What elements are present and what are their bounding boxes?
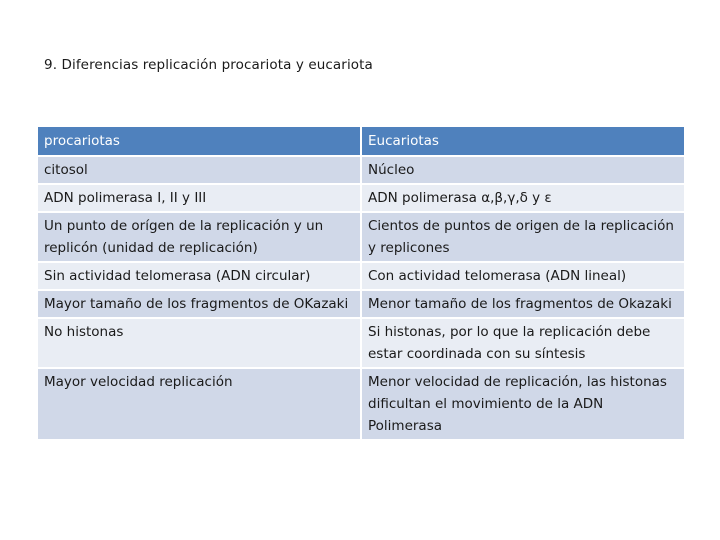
cell-eucariota: Si histonas, por lo que la replicación debe estar coordinada con su síntesis [362,319,684,367]
cell-procariota: citosol [38,157,360,183]
cell-procariota: Sin actividad telomerasa (ADN circular) [38,263,360,289]
table-row [38,291,684,317]
cell-procariota: Mayor velocidad replicación [38,369,360,439]
cell-procariota: Mayor tamaño de los fragmentos de OKazaki [38,291,360,317]
cell-eucariota: Núcleo [362,157,684,183]
cell-eucariota: Cientos de puntos de origen de la replicación y replicones [362,213,684,261]
table-row [38,369,684,439]
table-row [38,213,684,261]
header-procariotas: procariotas [38,127,360,155]
cell-eucariota: Menor tamaño de los fragmentos de Okazaki [362,291,684,317]
cell-procariota: No histonas [38,319,360,367]
slide-title: 9. Diferencias replicación procariota y eucariota [44,57,373,73]
cell-procariota: Un punto de orígen de la replicación y un replicón (unidad de replicación) [38,213,360,261]
table-row [38,319,684,367]
table-row [38,157,684,183]
header-eucariotas: Eucariotas [362,127,684,155]
cell-eucariota: Menor velocidad de replicación, las histonas dificultan el movimiento de la ADN Polimerasa [362,369,684,439]
table-row [38,185,684,211]
comparison-table [36,125,686,441]
cell-procariota: ADN polimerasa I, II y III [38,185,360,211]
table-header-row [38,127,684,155]
table-row [38,263,684,289]
cell-eucariota: ADN polimerasa α,β,γ,δ y ε [362,185,684,211]
cell-eucariota: Con actividad telomerasa (ADN lineal) [362,263,684,289]
